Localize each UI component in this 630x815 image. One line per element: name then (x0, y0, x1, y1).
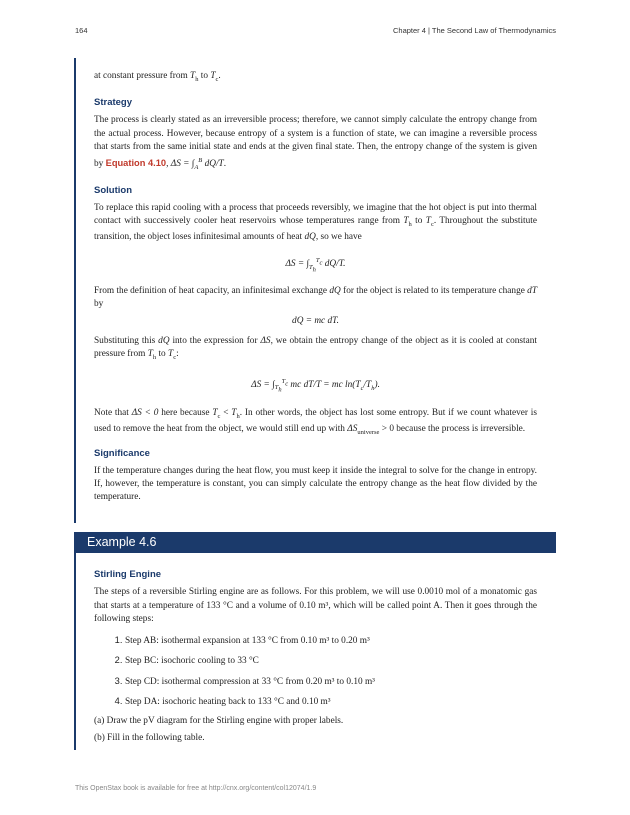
strategy-heading: Strategy (94, 97, 133, 109)
list-item: 2. Step BC: isochoric cooling to 33 °C (125, 654, 537, 668)
list-item: 1. Step AB: isothermal expansion at 133 °C from 0.10 m³ to 0.20 m³ (125, 634, 537, 648)
heat-capacity-eq: dQ = mc dT. (292, 315, 339, 326)
strategy-text: The process is clearly stated as an irreversible process; therefore, we cannot simply calculate the entropy change from the actual process. However, because entropy of a system is a function of state, we can imagine a reversible process that starts from the same initial state and ends at the given final state. Then, the entropy change of the system is given by Equation 4.10, $\Delta S = \int_A^B$ dQ/T. (94, 115, 537, 172)
equation-link[interactable]: Equation 4.10 (105, 158, 167, 169)
solution-text-2: From the definition of heat capacity, an infinitesimal exchange dQ for the object is related to its temperature change dT by (94, 286, 537, 310)
chapter-title: Chapter 4 | The Second Law of Thermodynamics (392, 26, 556, 35)
footer-note: This OpenStax book is available for free at http://cnx.org/content/col12074/1.9 (75, 785, 317, 792)
example-heading: Stirling Engine (94, 569, 162, 580)
entropy-integral-eq: $\Delta S = \int_{T_h}^{T_c}$ dQ/T. (285, 256, 346, 273)
solution-text-4: Note that ΔS < 0 here because $T_c < T_h$. In other words, the object has lost some entropy. But if we count whatever is used to remove the heat from the object, we would still end up with $\Delta S_{universe} > 0$ because the process is irreversible. (94, 408, 537, 437)
entropy-result-eq: $\Delta S = \int_{T_h}^{T_c}$ mc dT/T = mc $\ln(T_c/T_h)$. (251, 377, 380, 394)
solution-heading: Solution (94, 184, 132, 196)
solution-section (94, 70, 537, 505)
steps-list (94, 634, 537, 709)
example-body-rule (74, 553, 76, 750)
part-a: (a) Draw the pV diagram for the Stirling engine with proper labels. (94, 716, 344, 727)
example-title: Example 4.6 (87, 535, 157, 549)
intro-text: at constant pressure from $T_h$ to $T_c$. (94, 71, 221, 83)
example-body (94, 568, 537, 745)
significance-heading: Significance (94, 448, 150, 460)
list-item: 4. Step DA: isochoric heating back to 133 °C and 0.10 m³ (125, 695, 537, 709)
page-number: 164 (75, 26, 88, 35)
solution-text-3: Substituting this dQ into the expression for ΔS, we obtain the entropy change of the object as it is cooled at constant pressure from $T_h$ to $T_c$: (94, 336, 537, 362)
example-intro: The steps of a reversible Stirling engine are as follows. For this problem, we will use 0.0010 mol of a monatomic gas that starts at a temperature of 133 °C and a volume of 0.10 m³, which will be called point A. Then it goes through the following steps: (94, 587, 537, 624)
example-banner (74, 532, 556, 553)
example-sidebar-rule (74, 58, 76, 523)
part-b: (b) Fill in the following table. (94, 732, 205, 743)
list-item: 3. Step CD: isothermal compression at 33 °C from 0.20 m³ to 0.10 m³ (125, 675, 537, 689)
solution-text-1: To replace this rapid cooling with a process that proceeds reversibly, we imagine that the hot object is put into thermal contact with successively cooler heat reservoirs whose temperatures range from $T_h$ to $T_c$. Throughout the substitute transition, the object loses infinitesimal amounts of heat dQ, so we have (94, 202, 537, 243)
significance-text: If the temperature changes during the heat flow, you must keep it inside the integral to solve for the change in entropy. If, however, the temperature is constant, you can simply calculate the entropy change as the heat flow divided by the temperature. (94, 465, 537, 503)
